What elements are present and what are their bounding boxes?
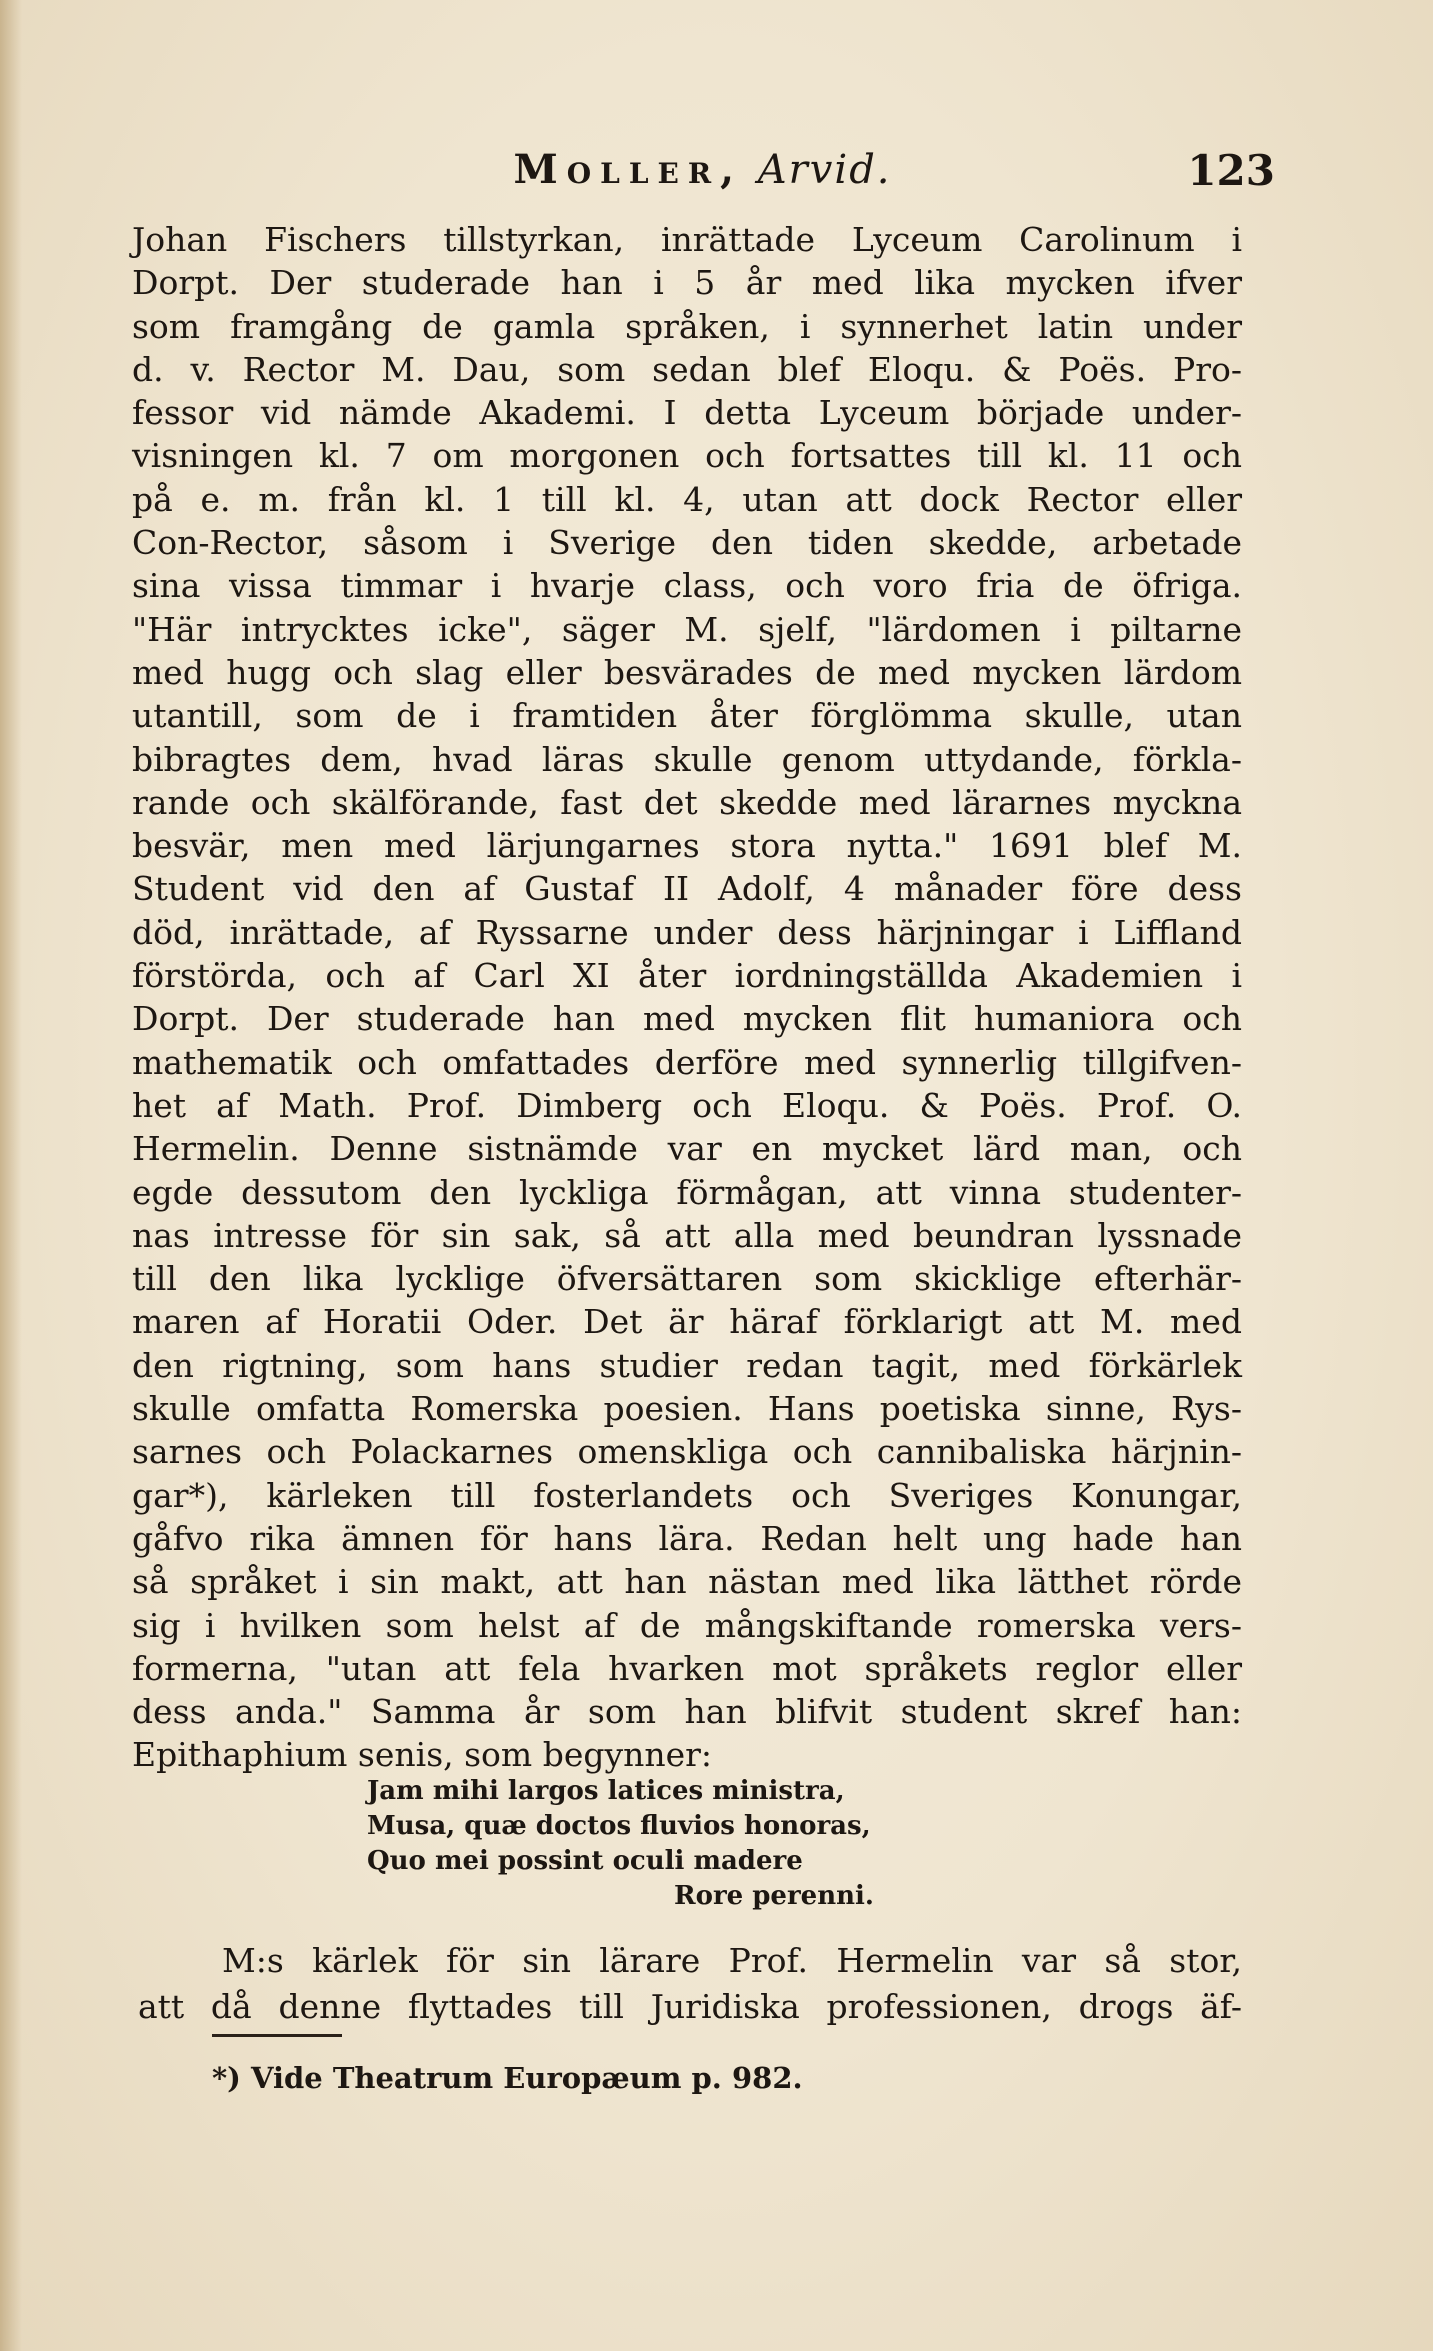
verse-line: Musa, quæ doctos fluvios honoras,: [367, 1811, 871, 1841]
text-line: gåfvo rika ämnen för hans lära. Redan helt ung hade han: [132, 1518, 1242, 1558]
text-line: Dorpt. Der studerade han med mycken flit humaniora och: [132, 999, 1242, 1039]
text-line: den rigtning, som hans studier redan tagit, med förkärlek: [132, 1345, 1242, 1385]
paragraph-after-verse: [138, 1938, 1242, 2030]
text-line: sig i hvilken som helst af de mångskiftande romerska vers-: [132, 1605, 1242, 1645]
page-edge-shadow: [0, 0, 22, 2351]
text-line: visningen kl. 7 om morgonen och fortsattes till kl. 11 och: [132, 436, 1242, 476]
text-line: mathematik och omfattades derföre med synnerlig tillgifven-: [132, 1042, 1242, 1082]
text-line: med hugg och slag eller besvärades de med mycken lärdom: [132, 652, 1242, 692]
text-line: sina vissa timmar i hvarje class, och voro fria de öfriga.: [132, 566, 1242, 606]
text-line: besvär, men med lärjungarnes stora nytta." 1691 blef M.: [132, 826, 1242, 866]
text-line: utantill, som de i framtiden åter förglömma skulle, utan: [132, 696, 1242, 736]
text-line: att då denne flyttades till Juridiska professionen, drogs äf-: [138, 1987, 1242, 2026]
text-line: dess anda." Samma år som han blifvit student skref han:: [132, 1692, 1242, 1732]
verse-line: Quo mei possint oculi madere: [367, 1846, 803, 1876]
text-line: Johan Fischers tillstyrkan, inrättade Lyceum Carolinum i: [132, 220, 1242, 259]
text-line: het af Math. Prof. Dimberg och Eloqu. & Poës. Prof. O.: [132, 1085, 1242, 1125]
text-line: förstörda, och af Carl XI åter iordningställda Akademien i: [132, 956, 1242, 996]
text-line: d. v. Rector M. Dau, som sedan blef Eloqu. & Poës. Pro-: [132, 349, 1242, 389]
running-head-given-name: Arvid.: [757, 147, 892, 193]
text-line: Dorpt. Der studerade han i 5 år med lika mycken ifver: [132, 263, 1242, 303]
latin-verse: [367, 1774, 937, 1914]
text-line: Hermelin. Denne sistnämde var en mycket lärd man, och: [132, 1129, 1242, 1169]
running-head: [130, 146, 1275, 193]
text-line: död, inrättade, af Ryssarne under dess härjningar i Liffland: [132, 912, 1242, 952]
text-line: sarnes och Polackarnes omenskliga och cannibaliska härjnin-: [132, 1432, 1242, 1472]
footnote: *) Vide Theatrum Europæum p. 982.: [212, 2061, 803, 2095]
main-text-block: [132, 218, 1242, 1777]
text-line: nas intresse för sin sak, så att alla med beundran lyssnade: [132, 1215, 1242, 1255]
text-line: skulle omfatta Romerska poesien. Hans poetiska sinne, Rys-: [132, 1389, 1242, 1429]
verse-line: Rore perenni.: [674, 1881, 874, 1911]
text-line: M:s kärlek för sin lärare Prof. Hermelin var så stor,: [222, 1941, 1242, 1980]
text-line: formerna, "utan att fela hvarken mot språkets reglor eller: [132, 1648, 1242, 1688]
text-line: som framgång de gamla språken, i synnerhet latin under: [132, 306, 1242, 346]
text-line: så språket i sin makt, att han nästan med lika lätthet rörde: [132, 1562, 1242, 1602]
text-line: "Här intrycktes icke", säger M. sjelf, "lärdomen i piltarne: [132, 609, 1242, 649]
text-line: egde dessutom den lyckliga förmågan, att vinna studenter-: [132, 1172, 1242, 1212]
text-line: maren af Horatii Oder. Det är häraf förklarigt att M. med: [132, 1302, 1242, 1342]
text-line: bibragtes dem, hvad läras skulle genom uttydande, förkla-: [132, 739, 1242, 779]
text-line: fessor vid nämde Akademi. I detta Lyceum började under-: [132, 393, 1242, 433]
text-line: Con-Rector, såsom i Sverige den tiden skedde, arbetade: [132, 523, 1242, 563]
page-header: [130, 146, 1275, 196]
footnote-divider: [212, 2034, 342, 2037]
text-line: till den lika lycklige öfversättaren som skicklige efterhär-: [132, 1259, 1242, 1299]
text-line: på e. m. från kl. 1 till kl. 4, utan att dock Rector eller: [132, 479, 1242, 519]
page-number: 123: [1187, 146, 1275, 195]
running-head-surname: Moller,: [513, 146, 744, 193]
text-line: Student vid den af Gustaf II Adolf, 4 månader före dess: [132, 869, 1242, 909]
text-line: Epithaphium senis, som begynner:: [132, 1735, 713, 1775]
text-line: rande och skälförande, fast det skedde med lärarnes myckna: [132, 782, 1242, 822]
verse-line: Jam mihi largos latices ministra,: [367, 1776, 845, 1806]
text-line: gar*), kärleken till fosterlandets och Sveriges Konungar,: [132, 1475, 1242, 1515]
